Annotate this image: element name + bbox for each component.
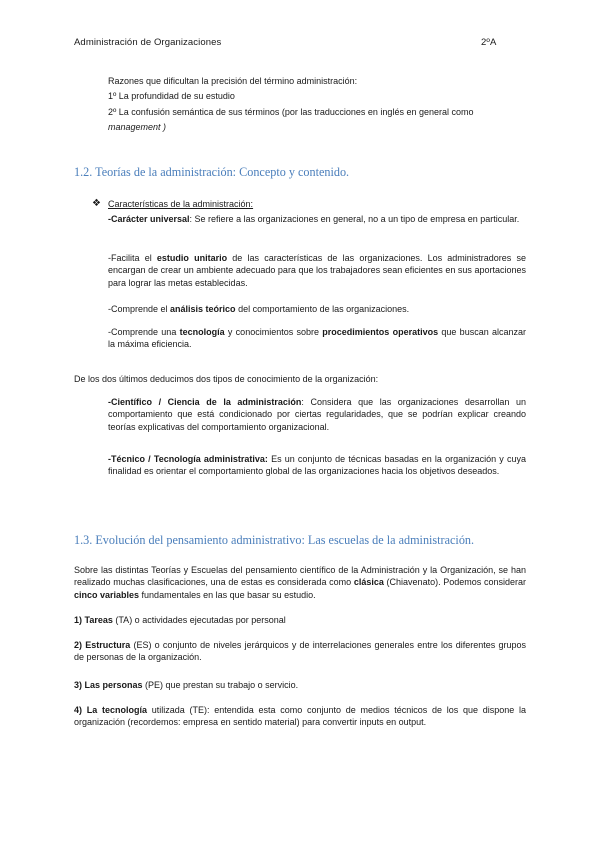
section-1-2-heading: 1.2. Teorías de la administración: Concepto y contenido. <box>74 165 350 179</box>
intro-line-2: 1º La profundidad de su estudio <box>108 91 235 101</box>
characteristic-analisis: -Comprende el análisis teórico del comportamiento de las organizaciones. <box>108 304 410 314</box>
characteristic-universal: -Carácter universal: Se refiere a las organizaciones en general, no a un tipo de empresa en particular. <box>108 214 520 224</box>
knowledge-type-tecnico: -Técnico / Tecnología administrativa: Es un conjunto de técnicas basadas en la organización y cuya finalidad es orientar el comportamiento global de las organizaciones hacia los objetivos deseados. <box>108 454 526 477</box>
variable-tareas: 1) Tareas (TA) o actividades ejecutadas por personal <box>74 615 286 625</box>
header-group: 2ºA <box>481 37 497 48</box>
section-1-3-heading: 1.3. Evolución del pensamiento administrativo: Las escuelas de la administración. <box>74 533 475 547</box>
header-title: Administración de Organizaciones <box>74 37 222 48</box>
intro-line-4: management ) <box>108 122 167 132</box>
variable-personas: 3) Las personas (PE) que prestan su trabajo o servicio. <box>74 680 299 690</box>
characteristic-unitario: -Facilita el estudio unitario de las características de las organizaciones. Los administradores se encargan de crear un ambiente adecuado para que los trabajadores sean eficientes en sus aportaciones para lograr las metas establecidas. <box>108 253 527 288</box>
intro-line-3: 2º La confusión semántica de sus términos (por las traducciones en inglés en general como <box>108 107 474 117</box>
variable-estructura: 2) Estructura (ES) o conjunto de niveles jerárquicos y de interrelaciones generales entre los diferentes grupos de personas de la organización. <box>74 640 526 663</box>
characteristics-title: Características de la administración: <box>108 199 254 209</box>
characteristic-tecnologia: -Comprende una tecnología y conocimientos sobre procedimientos operativos que buscan alcanzar la máxima eficiencia. <box>108 327 527 350</box>
bullet-diamond-icon: ❖ <box>92 198 101 209</box>
deduction-text: De los dos últimos deducimos dos tipos de conocimiento de la organización: <box>74 374 379 384</box>
section-1-3-intro: Sobre las distintas Teorías y Escuelas del pensamiento científico de la Administración y la Organización, se han realizado muchas clasificaciones, una de estas es considerada como clásica (Chiavenato). Podemos considerar cinco variables fundamentales en las que basar su estudio. <box>74 565 526 600</box>
variable-tecnologia: 4) La tecnología utilizada (TE): entendida esta como conjunto de medios técnicos de los que dispone la organización (recordemos: empresa en sentido material) para convertir inputs en output. <box>74 705 526 728</box>
intro-line-1: Razones que dificultan la precisión del término administración: <box>108 76 358 86</box>
knowledge-type-cientifico: -Científico / Ciencia de la administración: Considera que las organizaciones desarrollan un comportamiento que está condicionado por ciertas regularidades, que se podrían explicar creando teorías explicativas del comportamiento organizacional. <box>108 397 526 432</box>
